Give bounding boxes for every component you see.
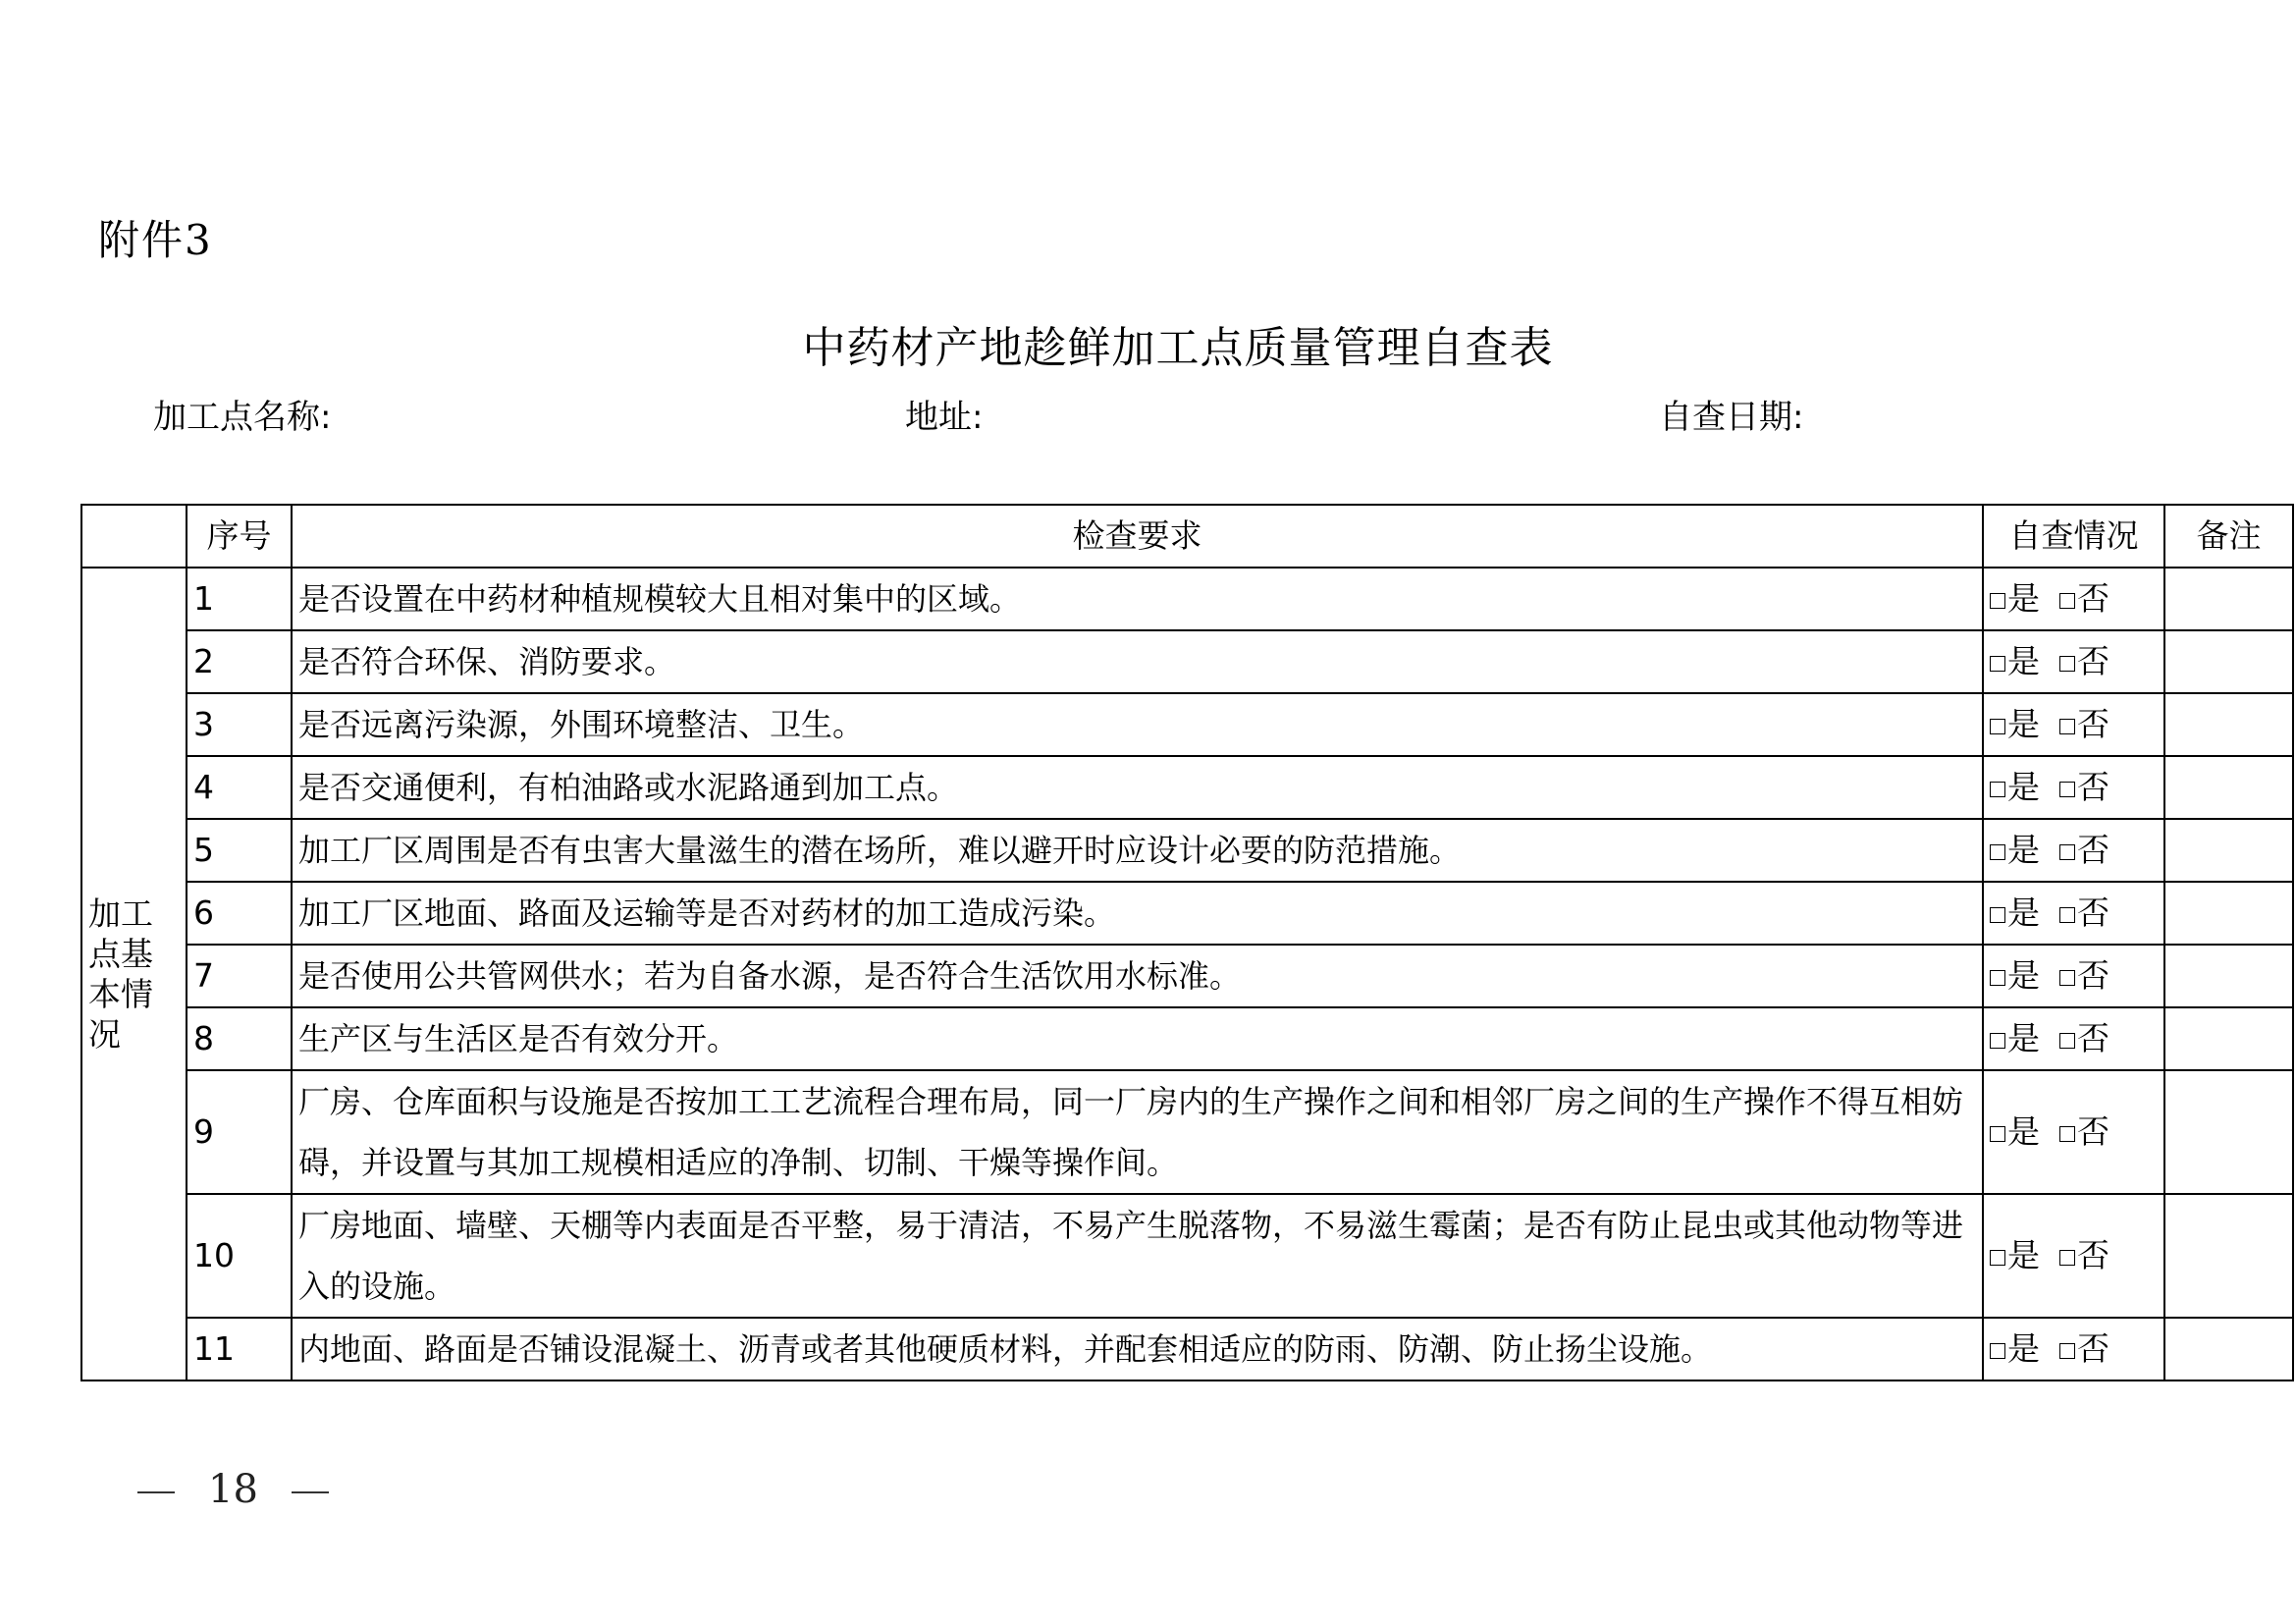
seq-cell: 6 <box>187 882 292 945</box>
checkbox-icon[interactable] <box>1990 656 2005 672</box>
self-check-cell <box>1983 1194 2164 1318</box>
checkbox-icon[interactable] <box>1990 1126 2005 1142</box>
option-no[interactable] <box>2059 893 2109 932</box>
option-yes[interactable] <box>1990 1329 2040 1368</box>
checkbox-icon[interactable] <box>2059 656 2075 672</box>
checkbox-icon[interactable] <box>1990 1250 2005 1266</box>
checkbox-icon[interactable] <box>1990 844 2005 860</box>
option-yes[interactable] <box>1990 1236 2040 1274</box>
requirement-cell: 是否使用公共管网供水；若为自备水源，是否符合生活饮用水标准。 <box>292 945 1983 1007</box>
header-remark: 备注 <box>2164 505 2293 568</box>
remark-cell[interactable] <box>2164 1007 2293 1070</box>
checkbox-icon[interactable] <box>2059 844 2075 860</box>
requirement-cell: 是否远离污染源，外围环境整洁、卫生。 <box>292 693 1983 756</box>
requirement-cell: 是否符合环保、消防要求。 <box>292 630 1983 693</box>
requirement-cell: 生产区与生活区是否有效分开。 <box>292 1007 1983 1070</box>
remark-cell[interactable] <box>2164 568 2293 630</box>
page-title: 中药材产地趁鲜加工点质量管理自查表 <box>802 323 1554 373</box>
table-row <box>81 1007 2293 1070</box>
option-no[interactable] <box>2059 1112 2109 1151</box>
table-row <box>81 693 2293 756</box>
self-check-cell <box>1983 1007 2164 1070</box>
option-no-label: 否 <box>2077 1329 2109 1369</box>
self-check-cell <box>1983 630 2164 693</box>
header-seq: 序号 <box>187 505 292 568</box>
header-category <box>81 505 187 568</box>
table-row <box>81 568 2293 630</box>
self-check-table <box>80 504 2294 1381</box>
checkbox-icon[interactable] <box>2059 970 2075 986</box>
seq-cell: 2 <box>187 630 292 693</box>
option-no[interactable] <box>2059 1019 2109 1057</box>
processing-point-name-label: 加工点名称: <box>153 398 332 437</box>
header-self-check: 自查情况 <box>1983 505 2164 568</box>
seq-cell: 9 <box>187 1070 292 1194</box>
address-label: 地址: <box>905 398 984 437</box>
option-yes[interactable] <box>1990 893 2040 932</box>
option-yes-label: 是 <box>2007 831 2040 870</box>
checkbox-icon[interactable] <box>1990 719 2005 734</box>
option-no[interactable] <box>2059 768 2109 806</box>
remark-cell[interactable] <box>2164 819 2293 882</box>
option-yes[interactable] <box>1990 1019 2040 1057</box>
option-yes[interactable] <box>1990 956 2040 995</box>
remark-cell[interactable] <box>2164 693 2293 756</box>
table-row <box>81 1318 2293 1380</box>
option-no[interactable] <box>2059 831 2109 869</box>
option-yes-label: 是 <box>2007 1112 2040 1152</box>
option-no[interactable] <box>2059 579 2109 618</box>
self-check-cell <box>1983 568 2164 630</box>
option-yes-label: 是 <box>2007 1019 2040 1058</box>
checkbox-icon[interactable] <box>2059 1126 2075 1142</box>
option-yes[interactable] <box>1990 579 2040 618</box>
table-row <box>81 1070 2293 1194</box>
option-yes-label: 是 <box>2007 1329 2040 1369</box>
option-yes-label: 是 <box>2007 893 2040 933</box>
checkbox-icon[interactable] <box>1990 1033 2005 1049</box>
self-check-cell <box>1983 1318 2164 1380</box>
seq-cell: 3 <box>187 693 292 756</box>
option-yes-label: 是 <box>2007 956 2040 996</box>
checkbox-icon[interactable] <box>2059 719 2075 734</box>
checkbox-icon[interactable] <box>2059 1250 2075 1266</box>
requirement-cell: 内地面、路面是否铺设混凝土、沥青或者其他硬质材料，并配套相适应的防雨、防潮、防止扬尘设施。 <box>292 1318 1983 1380</box>
seq-cell: 11 <box>187 1318 292 1380</box>
seq-cell: 5 <box>187 819 292 882</box>
option-no-label: 否 <box>2077 1019 2109 1058</box>
seq-cell: 1 <box>187 568 292 630</box>
checkbox-icon[interactable] <box>1990 970 2005 986</box>
requirement-cell: 是否设置在中药材种植规模较大且相对集中的区域。 <box>292 568 1983 630</box>
remark-cell[interactable] <box>2164 1070 2293 1194</box>
option-no[interactable] <box>2059 642 2109 680</box>
requirement-cell: 厂房、仓库面积与设施是否按加工工艺流程合理布局，同一厂房内的生产操作之间和相邻厂房之间的生产操作不得互相妨碍，并设置与其加工规模相适应的净制、切制、干燥等操作间。 <box>292 1070 1983 1194</box>
option-yes[interactable] <box>1990 705 2040 743</box>
option-yes[interactable] <box>1990 642 2040 680</box>
option-yes[interactable] <box>1990 1112 2040 1151</box>
checkbox-icon[interactable] <box>2059 907 2075 923</box>
option-no[interactable] <box>2059 956 2109 995</box>
requirement-cell: 厂房地面、墙壁、天棚等内表面是否平整，易于清洁，不易产生脱落物，不易滋生霉菌；是否有防止昆虫或其他动物等进入的设施。 <box>292 1194 1983 1318</box>
option-no-label: 否 <box>2077 579 2109 619</box>
checkbox-icon[interactable] <box>1990 907 2005 923</box>
checkbox-icon[interactable] <box>1990 1343 2005 1359</box>
option-yes-label: 是 <box>2007 705 2040 744</box>
page-footer <box>137 1467 329 1512</box>
table-row <box>81 819 2293 882</box>
option-no-label: 否 <box>2077 1236 2109 1275</box>
category-cell: 加工点基本情况 <box>81 568 187 1380</box>
option-no-label: 否 <box>2077 768 2109 807</box>
self-check-cell <box>1983 882 2164 945</box>
self-check-cell <box>1983 693 2164 756</box>
table-row <box>81 945 2293 1007</box>
option-yes-label: 是 <box>2007 642 2040 681</box>
option-no-label: 否 <box>2077 642 2109 681</box>
footer-dash-left <box>137 1491 175 1493</box>
header-requirement: 检查要求 <box>292 505 1983 568</box>
remark-cell[interactable] <box>2164 882 2293 945</box>
option-no-label: 否 <box>2077 1112 2109 1152</box>
checkbox-icon[interactable] <box>2059 782 2075 797</box>
option-yes[interactable] <box>1990 831 2040 869</box>
option-yes-label: 是 <box>2007 1236 2040 1275</box>
option-no[interactable] <box>2059 705 2109 743</box>
attachment-label: 附件3 <box>98 216 213 264</box>
requirement-cell: 是否交通便利，有柏油路或水泥路通到加工点。 <box>292 756 1983 819</box>
seq-cell: 10 <box>187 1194 292 1318</box>
option-yes-label: 是 <box>2007 768 2040 807</box>
table-row <box>81 882 2293 945</box>
remark-cell[interactable] <box>2164 756 2293 819</box>
option-no-label: 否 <box>2077 893 2109 933</box>
option-no-label: 否 <box>2077 831 2109 870</box>
remark-cell[interactable] <box>2164 1318 2293 1380</box>
self-check-cell <box>1983 756 2164 819</box>
checkbox-icon[interactable] <box>1990 782 2005 797</box>
table-row <box>81 1194 2293 1318</box>
option-no[interactable] <box>2059 1329 2109 1368</box>
remark-cell[interactable] <box>2164 945 2293 1007</box>
requirement-cell: 加工厂区周围是否有虫害大量滋生的潜在场所，难以避开时应设计必要的防范措施。 <box>292 819 1983 882</box>
option-no-label: 否 <box>2077 956 2109 996</box>
self-check-cell <box>1983 819 2164 882</box>
remark-cell[interactable] <box>2164 630 2293 693</box>
option-yes[interactable] <box>1990 768 2040 806</box>
requirement-cell: 加工厂区地面、路面及运输等是否对药材的加工造成污染。 <box>292 882 1983 945</box>
table-row <box>81 756 2293 819</box>
checkbox-icon[interactable] <box>2059 1033 2075 1049</box>
remark-cell[interactable] <box>2164 1194 2293 1318</box>
seq-cell: 4 <box>187 756 292 819</box>
footer-dash-right <box>292 1491 329 1493</box>
self-check-date-label: 自查日期: <box>1659 398 1804 437</box>
page-number: 18 <box>208 1467 258 1512</box>
table-header-row <box>81 505 2293 568</box>
seq-cell: 8 <box>187 1007 292 1070</box>
option-yes-label: 是 <box>2007 579 2040 619</box>
option-no[interactable] <box>2059 1236 2109 1274</box>
table-row <box>81 630 2293 693</box>
checkbox-icon[interactable] <box>2059 593 2075 609</box>
checkbox-icon[interactable] <box>1990 593 2005 609</box>
self-check-cell <box>1983 945 2164 1007</box>
option-no-label: 否 <box>2077 705 2109 744</box>
checkbox-icon[interactable] <box>2059 1343 2075 1359</box>
seq-cell: 7 <box>187 945 292 1007</box>
self-check-cell <box>1983 1070 2164 1194</box>
